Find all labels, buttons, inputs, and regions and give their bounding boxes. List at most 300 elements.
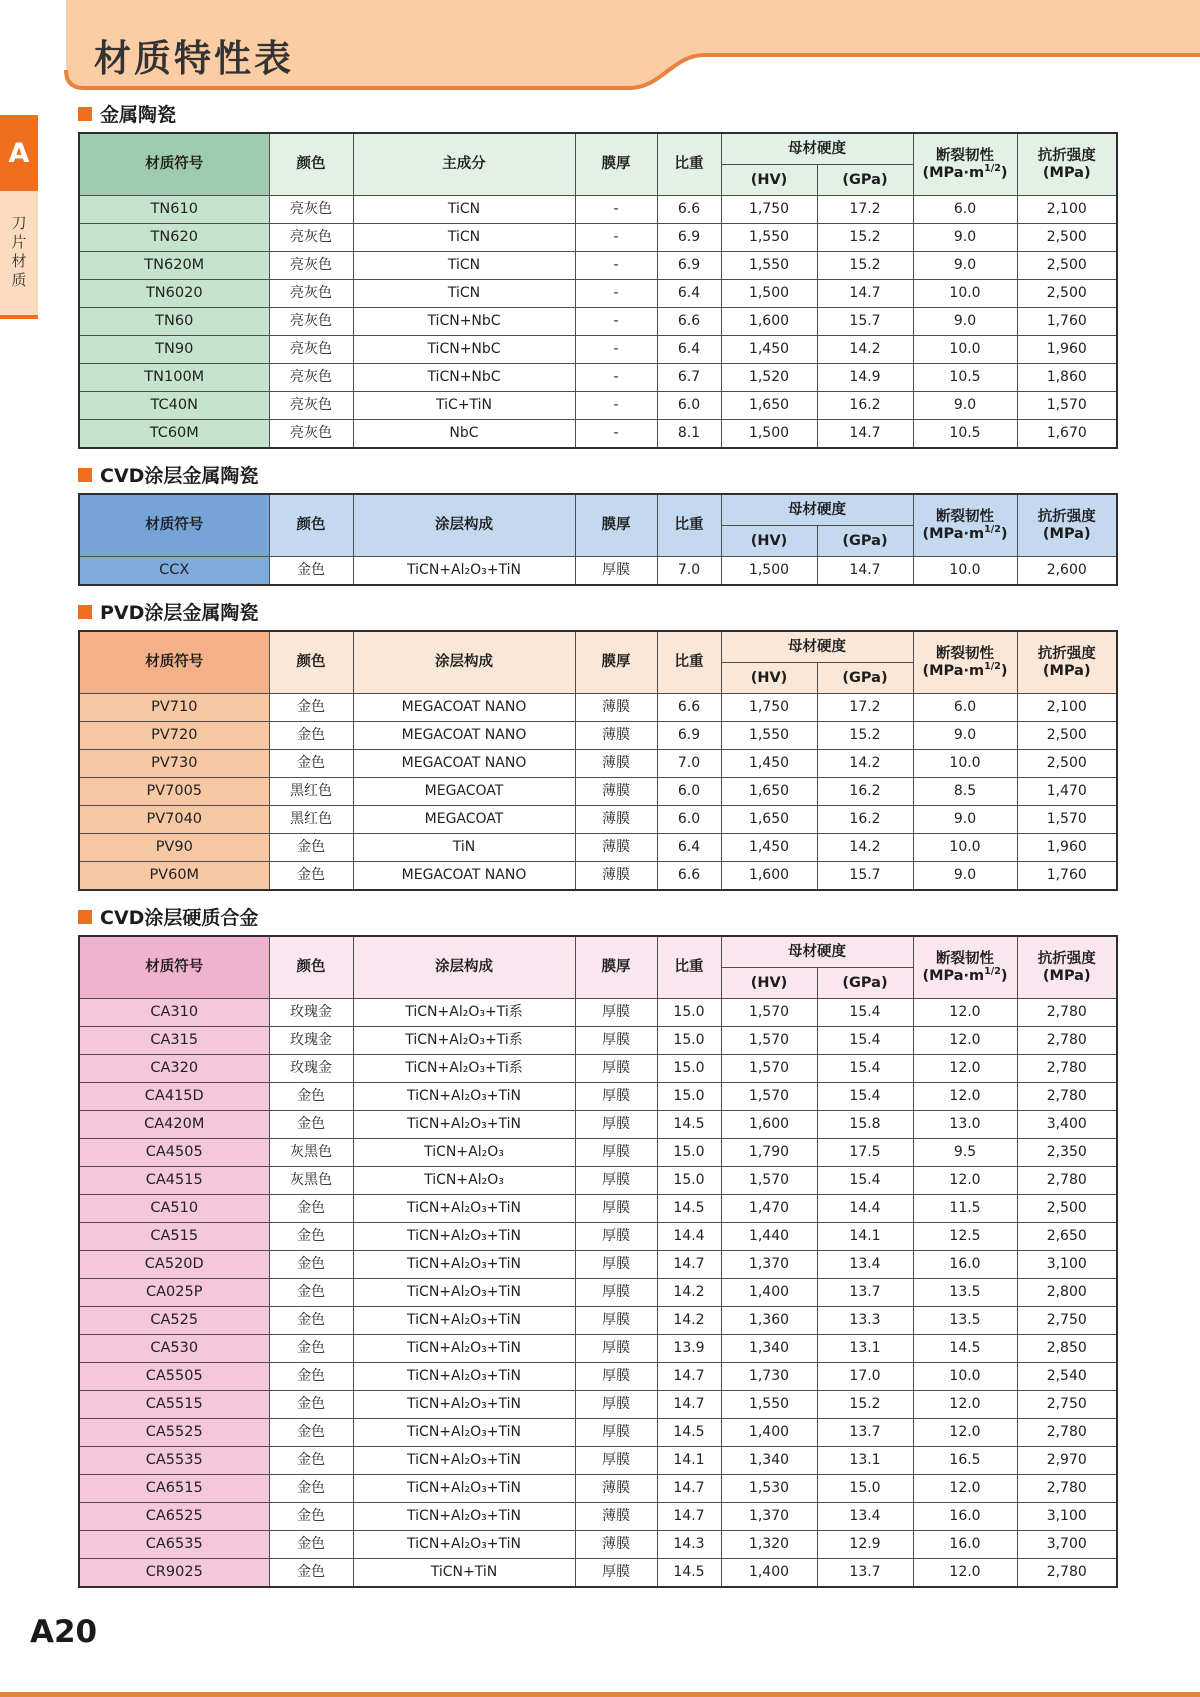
color-cell: 金色 (269, 557, 353, 586)
material-symbol-cell: CA525 (79, 1307, 269, 1335)
strength-cell: 1,960 (1017, 336, 1117, 364)
strength-label: 抗折强度 (1037, 645, 1096, 662)
col-header-symbol: 材质符号 (79, 494, 269, 557)
col-header-gpa: (GPa) (817, 968, 913, 999)
film-cell: - (575, 336, 657, 364)
table-row (79, 1531, 1117, 1559)
gravity-cell: 14.2 (657, 1307, 721, 1335)
footer-accent-bar (0, 1692, 1200, 1697)
composition-cell: MEGACOAT (353, 778, 575, 806)
color-cell: 金色 (269, 1223, 353, 1251)
col-header-composition: 涂层构成 (353, 936, 575, 999)
hv-cell: 1,340 (721, 1447, 817, 1475)
film-cell: - (575, 364, 657, 392)
gpa-cell: 14.9 (817, 364, 913, 392)
table-row (79, 420, 1117, 449)
col-header-hardness: 母材硬度 (721, 133, 913, 165)
composition-cell: TiCN+Al₂O₃+TiN (353, 1195, 575, 1223)
strength-label: 抗折强度 (1037, 147, 1096, 164)
strength-cell: 1,760 (1017, 862, 1117, 891)
toughness-cell: 10.0 (913, 834, 1017, 862)
toughness-cell: 10.0 (913, 557, 1017, 586)
color-cell: 金色 (269, 1363, 353, 1391)
color-cell: 金色 (269, 834, 353, 862)
section-cvd-carbide (78, 903, 1116, 1588)
toughness-cell: 13.5 (913, 1279, 1017, 1307)
table-row (79, 1503, 1117, 1531)
composition-cell: TiCN+Al₂O₃+TiN (353, 1475, 575, 1503)
strength-cell: 3,400 (1017, 1111, 1117, 1139)
composition-cell: TiCN+Al₂O₃+TiN (353, 1251, 575, 1279)
col-header-film: 膜厚 (575, 936, 657, 999)
color-cell: 亮灰色 (269, 224, 353, 252)
strength-cell: 2,780 (1017, 1027, 1117, 1055)
strength-cell: 2,350 (1017, 1139, 1117, 1167)
strength-cell: 1,860 (1017, 364, 1117, 392)
toughness-cell: 10.0 (913, 750, 1017, 778)
film-cell: - (575, 308, 657, 336)
color-cell: 金色 (269, 1559, 353, 1588)
table-row (79, 1475, 1117, 1503)
gravity-cell: 6.0 (657, 806, 721, 834)
film-cell: 厚膜 (575, 1363, 657, 1391)
toughness-cell: 9.0 (913, 806, 1017, 834)
gpa-cell: 15.7 (817, 308, 913, 336)
film-cell: 薄膜 (575, 1475, 657, 1503)
strength-cell: 2,780 (1017, 999, 1117, 1027)
strength-cell: 3,100 (1017, 1251, 1117, 1279)
col-header-film: 膜厚 (575, 133, 657, 196)
material-symbol-cell: CA6515 (79, 1475, 269, 1503)
strength-cell: 2,100 (1017, 196, 1117, 224)
toughness-cell: 16.0 (913, 1503, 1017, 1531)
gpa-cell: 14.7 (817, 420, 913, 449)
composition-cell: TiCN+Al₂O₃+TiN (353, 1083, 575, 1111)
film-cell: 厚膜 (575, 1223, 657, 1251)
col-header-gpa: (GPa) (817, 165, 913, 196)
color-cell: 亮灰色 (269, 196, 353, 224)
gravity-cell: 6.9 (657, 224, 721, 252)
strength-cell: 2,540 (1017, 1363, 1117, 1391)
table-row (79, 1083, 1117, 1111)
composition-cell: NbC (353, 420, 575, 449)
hv-cell: 1,440 (721, 1223, 817, 1251)
composition-cell: MEGACOAT (353, 806, 575, 834)
table-row (79, 557, 1117, 586)
film-cell: 厚膜 (575, 1027, 657, 1055)
hv-cell: 1,750 (721, 694, 817, 722)
material-symbol-cell: CA6525 (79, 1503, 269, 1531)
toughness-cell: 12.0 (913, 1027, 1017, 1055)
strength-unit: (MPa) (1042, 662, 1091, 679)
col-header-hv: (HV) (721, 968, 817, 999)
material-symbol-cell: CA5525 (79, 1419, 269, 1447)
hv-cell: 1,320 (721, 1531, 817, 1559)
gpa-cell: 17.5 (817, 1139, 913, 1167)
table-row (79, 336, 1117, 364)
film-cell: - (575, 392, 657, 420)
gravity-cell: 15.0 (657, 1139, 721, 1167)
color-cell: 金色 (269, 1391, 353, 1419)
hv-cell: 1,400 (721, 1559, 817, 1588)
gravity-cell: 6.6 (657, 308, 721, 336)
gpa-cell: 15.2 (817, 722, 913, 750)
gravity-cell: 14.7 (657, 1251, 721, 1279)
toughness-cell: 12.5 (913, 1223, 1017, 1251)
col-header-color: 颜色 (269, 631, 353, 694)
section-pvd-cermet (78, 598, 1116, 891)
film-cell: 薄膜 (575, 862, 657, 891)
gravity-cell: 15.0 (657, 1055, 721, 1083)
film-cell: 薄膜 (575, 1531, 657, 1559)
color-cell: 亮灰色 (269, 280, 353, 308)
strength-cell: 2,750 (1017, 1391, 1117, 1419)
strength-label: 抗折强度 (1037, 950, 1096, 967)
strength-cell: 2,500 (1017, 750, 1117, 778)
toughness-cell: 10.5 (913, 364, 1017, 392)
hv-cell: 1,550 (721, 722, 817, 750)
toughness-cell: 13.0 (913, 1111, 1017, 1139)
material-symbol-cell: PV710 (79, 694, 269, 722)
film-cell: 厚膜 (575, 1111, 657, 1139)
composition-cell: TiCN+Al₂O₃+Ti系 (353, 1055, 575, 1083)
hv-cell: 1,360 (721, 1307, 817, 1335)
table-row (79, 999, 1117, 1027)
material-symbol-cell: PV7040 (79, 806, 269, 834)
gpa-cell: 15.2 (817, 224, 913, 252)
col-header-toughness (913, 936, 1017, 999)
composition-cell: TiCN+NbC (353, 364, 575, 392)
hv-cell: 1,470 (721, 1195, 817, 1223)
toughness-cell: 10.5 (913, 420, 1017, 449)
composition-cell: TiCN+Al₂O₃+Ti系 (353, 1027, 575, 1055)
strength-cell: 1,470 (1017, 778, 1117, 806)
hv-cell: 1,500 (721, 557, 817, 586)
toughness-cell: 10.0 (913, 336, 1017, 364)
col-header-color: 颜色 (269, 133, 353, 196)
gravity-cell: 15.0 (657, 999, 721, 1027)
hv-cell: 1,550 (721, 1391, 817, 1419)
gpa-cell: 15.8 (817, 1111, 913, 1139)
table-row (79, 224, 1117, 252)
hv-cell: 1,340 (721, 1335, 817, 1363)
strength-label: 抗折强度 (1037, 508, 1096, 525)
gpa-cell: 15.4 (817, 1055, 913, 1083)
toughness-cell: 9.0 (913, 862, 1017, 891)
composition-cell: MEGACOAT NANO (353, 750, 575, 778)
toughness-cell: 13.5 (913, 1307, 1017, 1335)
table-row (79, 806, 1117, 834)
film-cell: 薄膜 (575, 750, 657, 778)
gravity-cell: 14.4 (657, 1223, 721, 1251)
col-header-strength (1017, 133, 1117, 196)
table-row (79, 750, 1117, 778)
toughness-cell: 10.0 (913, 1363, 1017, 1391)
composition-cell: TiCN+Al₂O₃+TiN (353, 1307, 575, 1335)
color-cell: 金色 (269, 1503, 353, 1531)
toughness-label: 断裂韧性 (936, 645, 994, 662)
hv-cell: 1,570 (721, 1027, 817, 1055)
col-header-gravity: 比重 (657, 494, 721, 557)
material-symbol-cell: TN6020 (79, 280, 269, 308)
strength-cell: 2,650 (1017, 1223, 1117, 1251)
gravity-cell: 6.0 (657, 778, 721, 806)
gravity-cell: 6.4 (657, 834, 721, 862)
material-symbol-cell: PV7005 (79, 778, 269, 806)
film-cell: 薄膜 (575, 722, 657, 750)
color-cell: 亮灰色 (269, 420, 353, 449)
toughness-cell: 10.0 (913, 280, 1017, 308)
col-header-color: 颜色 (269, 936, 353, 999)
strength-cell: 3,100 (1017, 1503, 1117, 1531)
col-header-hv: (HV) (721, 663, 817, 694)
gpa-cell: 15.2 (817, 1391, 913, 1419)
table-row (79, 1139, 1117, 1167)
toughness-cell: 6.0 (913, 694, 1017, 722)
material-symbol-cell: PV90 (79, 834, 269, 862)
color-cell: 亮灰色 (269, 308, 353, 336)
strength-cell: 1,760 (1017, 308, 1117, 336)
table-row (79, 1279, 1117, 1307)
strength-cell: 2,500 (1017, 722, 1117, 750)
toughness-cell: 9.0 (913, 224, 1017, 252)
cvd-carbide-table (78, 935, 1118, 1588)
gpa-cell: 13.4 (817, 1251, 913, 1279)
composition-cell: TiCN+Al₂O₃+TiN (353, 557, 575, 586)
page-title: 材质特性表 (94, 37, 294, 80)
gpa-cell: 14.1 (817, 1223, 913, 1251)
gpa-cell: 15.2 (817, 252, 913, 280)
toughness-label: 断裂韧性 (936, 508, 994, 525)
strength-cell: 2,780 (1017, 1055, 1117, 1083)
composition-cell: MEGACOAT NANO (353, 862, 575, 891)
gravity-cell: 14.2 (657, 1279, 721, 1307)
toughness-cell: 16.0 (913, 1531, 1017, 1559)
toughness-cell: 12.0 (913, 999, 1017, 1027)
table-row (79, 1307, 1117, 1335)
table-row (79, 252, 1117, 280)
col-header-strength (1017, 631, 1117, 694)
gpa-cell: 14.2 (817, 834, 913, 862)
film-cell: - (575, 252, 657, 280)
table-row (79, 1363, 1117, 1391)
toughness-cell: 9.0 (913, 392, 1017, 420)
gpa-cell: 14.7 (817, 280, 913, 308)
table-row (79, 364, 1117, 392)
gravity-cell: 6.4 (657, 336, 721, 364)
toughness-label: 断裂韧性 (936, 950, 994, 967)
gravity-cell: 6.6 (657, 862, 721, 891)
film-cell: - (575, 280, 657, 308)
gpa-cell: 13.7 (817, 1279, 913, 1307)
material-symbol-cell: CA5515 (79, 1391, 269, 1419)
gravity-cell: 6.6 (657, 694, 721, 722)
gravity-cell: 14.5 (657, 1559, 721, 1588)
table-row (79, 1335, 1117, 1363)
col-header-hardness: 母材硬度 (721, 936, 913, 968)
material-symbol-cell: TN100M (79, 364, 269, 392)
color-cell: 亮灰色 (269, 364, 353, 392)
strength-cell: 2,780 (1017, 1559, 1117, 1588)
strength-cell: 2,600 (1017, 557, 1117, 586)
table-row (79, 1251, 1117, 1279)
strength-cell: 1,960 (1017, 834, 1117, 862)
material-symbol-cell: CA530 (79, 1335, 269, 1363)
table-row (79, 1055, 1117, 1083)
gravity-cell: 6.7 (657, 364, 721, 392)
hv-cell: 1,570 (721, 1083, 817, 1111)
material-symbol-cell: CA510 (79, 1195, 269, 1223)
color-cell: 黑红色 (269, 778, 353, 806)
color-cell: 金色 (269, 1083, 353, 1111)
toughness-cell: 12.0 (913, 1559, 1017, 1588)
hv-cell: 1,450 (721, 750, 817, 778)
col-header-color: 颜色 (269, 494, 353, 557)
material-symbol-cell: CA4515 (79, 1167, 269, 1195)
gravity-cell: 14.7 (657, 1475, 721, 1503)
material-symbol-cell: PV730 (79, 750, 269, 778)
section-title: CVD涂层硬质合金 (100, 907, 259, 929)
hv-cell: 1,750 (721, 196, 817, 224)
film-cell: 厚膜 (575, 1335, 657, 1363)
toughness-label: 断裂韧性 (936, 147, 994, 164)
strength-cell: 1,570 (1017, 806, 1117, 834)
toughness-cell: 9.5 (913, 1139, 1017, 1167)
material-symbol-cell: CA320 (79, 1055, 269, 1083)
hv-cell: 1,570 (721, 1055, 817, 1083)
toughness-cell: 14.5 (913, 1335, 1017, 1363)
toughness-cell: 12.0 (913, 1083, 1017, 1111)
gpa-cell: 17.2 (817, 196, 913, 224)
col-header-gravity: 比重 (657, 631, 721, 694)
strength-cell: 2,970 (1017, 1447, 1117, 1475)
hv-cell: 1,790 (721, 1139, 817, 1167)
gpa-cell: 15.0 (817, 1475, 913, 1503)
material-symbol-cell: CA415D (79, 1083, 269, 1111)
col-header-composition: 涂层构成 (353, 494, 575, 557)
hv-cell: 1,650 (721, 806, 817, 834)
col-header-film: 膜厚 (575, 494, 657, 557)
material-symbol-cell: TN620 (79, 224, 269, 252)
toughness-cell: 12.0 (913, 1419, 1017, 1447)
col-header-hardness: 母材硬度 (721, 631, 913, 663)
cvd-cermet-table (78, 493, 1118, 586)
gpa-cell: 14.2 (817, 750, 913, 778)
gravity-cell: 14.5 (657, 1419, 721, 1447)
gpa-cell: 13.3 (817, 1307, 913, 1335)
material-symbol-cell: CR9025 (79, 1559, 269, 1588)
material-symbol-cell: CCX (79, 557, 269, 586)
table-row (79, 1419, 1117, 1447)
hv-cell: 1,530 (721, 1475, 817, 1503)
composition-cell: TiCN+Al₂O₃+Ti系 (353, 999, 575, 1027)
hv-cell: 1,450 (721, 834, 817, 862)
strength-cell: 2,500 (1017, 224, 1117, 252)
composition-cell: TiCN (353, 280, 575, 308)
toughness-cell: 12.0 (913, 1475, 1017, 1503)
gravity-cell: 6.6 (657, 196, 721, 224)
strength-unit: (MPa) (1042, 164, 1091, 181)
gravity-cell: 14.5 (657, 1111, 721, 1139)
composition-cell: TiCN+Al₂O₃+TiN (353, 1223, 575, 1251)
metal-ceramic-table (78, 132, 1118, 449)
gravity-cell: 7.0 (657, 750, 721, 778)
film-cell: - (575, 420, 657, 449)
strength-cell: 2,780 (1017, 1419, 1117, 1447)
gpa-cell: 15.4 (817, 1027, 913, 1055)
color-cell: 玫瑰金 (269, 1027, 353, 1055)
gpa-cell: 12.9 (817, 1531, 913, 1559)
section-title: 金属陶瓷 (100, 104, 177, 126)
color-cell: 金色 (269, 1335, 353, 1363)
col-header-hv: (HV) (721, 526, 817, 557)
gravity-cell: 7.0 (657, 557, 721, 586)
strength-cell: 2,500 (1017, 280, 1117, 308)
composition-cell: TiCN+Al₂O₃+TiN (353, 1419, 575, 1447)
color-cell: 金色 (269, 722, 353, 750)
film-cell: 厚膜 (575, 1195, 657, 1223)
hv-cell: 1,370 (721, 1251, 817, 1279)
toughness-cell: 6.0 (913, 196, 1017, 224)
color-cell: 金色 (269, 750, 353, 778)
composition-cell: TiCN+Al₂O₃+TiN (353, 1531, 575, 1559)
gpa-cell: 16.2 (817, 778, 913, 806)
table-row (79, 1195, 1117, 1223)
gravity-cell: 6.9 (657, 722, 721, 750)
color-cell: 金色 (269, 1475, 353, 1503)
col-header-strength (1017, 494, 1117, 557)
gravity-cell: 14.3 (657, 1531, 721, 1559)
strength-cell: 2,850 (1017, 1335, 1117, 1363)
hv-cell: 1,500 (721, 420, 817, 449)
composition-cell: MEGACOAT NANO (353, 694, 575, 722)
gpa-cell: 14.7 (817, 557, 913, 586)
film-cell: 厚膜 (575, 1447, 657, 1475)
col-header-toughness (913, 631, 1017, 694)
table-row (79, 392, 1117, 420)
color-cell: 亮灰色 (269, 336, 353, 364)
table-row (79, 196, 1117, 224)
material-symbol-cell: CA6535 (79, 1531, 269, 1559)
table-row (79, 308, 1117, 336)
col-header-composition: 涂层构成 (353, 631, 575, 694)
strength-unit: (MPa) (1042, 525, 1091, 542)
hv-cell: 1,570 (721, 1167, 817, 1195)
gpa-cell: 17.0 (817, 1363, 913, 1391)
film-cell: 厚膜 (575, 1419, 657, 1447)
section-header (78, 598, 1116, 625)
color-cell: 金色 (269, 862, 353, 891)
col-header-symbol: 材质符号 (79, 631, 269, 694)
hv-cell: 1,600 (721, 308, 817, 336)
color-cell: 灰黑色 (269, 1167, 353, 1195)
film-cell: 厚膜 (575, 1055, 657, 1083)
film-cell: 薄膜 (575, 694, 657, 722)
film-cell: 厚膜 (575, 1391, 657, 1419)
film-cell: 薄膜 (575, 806, 657, 834)
table-row (79, 280, 1117, 308)
hv-cell: 1,400 (721, 1279, 817, 1307)
color-cell: 黑红色 (269, 806, 353, 834)
table-row (79, 694, 1117, 722)
gpa-cell: 15.4 (817, 1083, 913, 1111)
color-cell: 金色 (269, 1279, 353, 1307)
material-symbol-cell: CA4505 (79, 1139, 269, 1167)
hv-cell: 1,550 (721, 252, 817, 280)
section-marker-icon (78, 468, 92, 482)
table-row (79, 1559, 1117, 1588)
table-row (79, 1447, 1117, 1475)
